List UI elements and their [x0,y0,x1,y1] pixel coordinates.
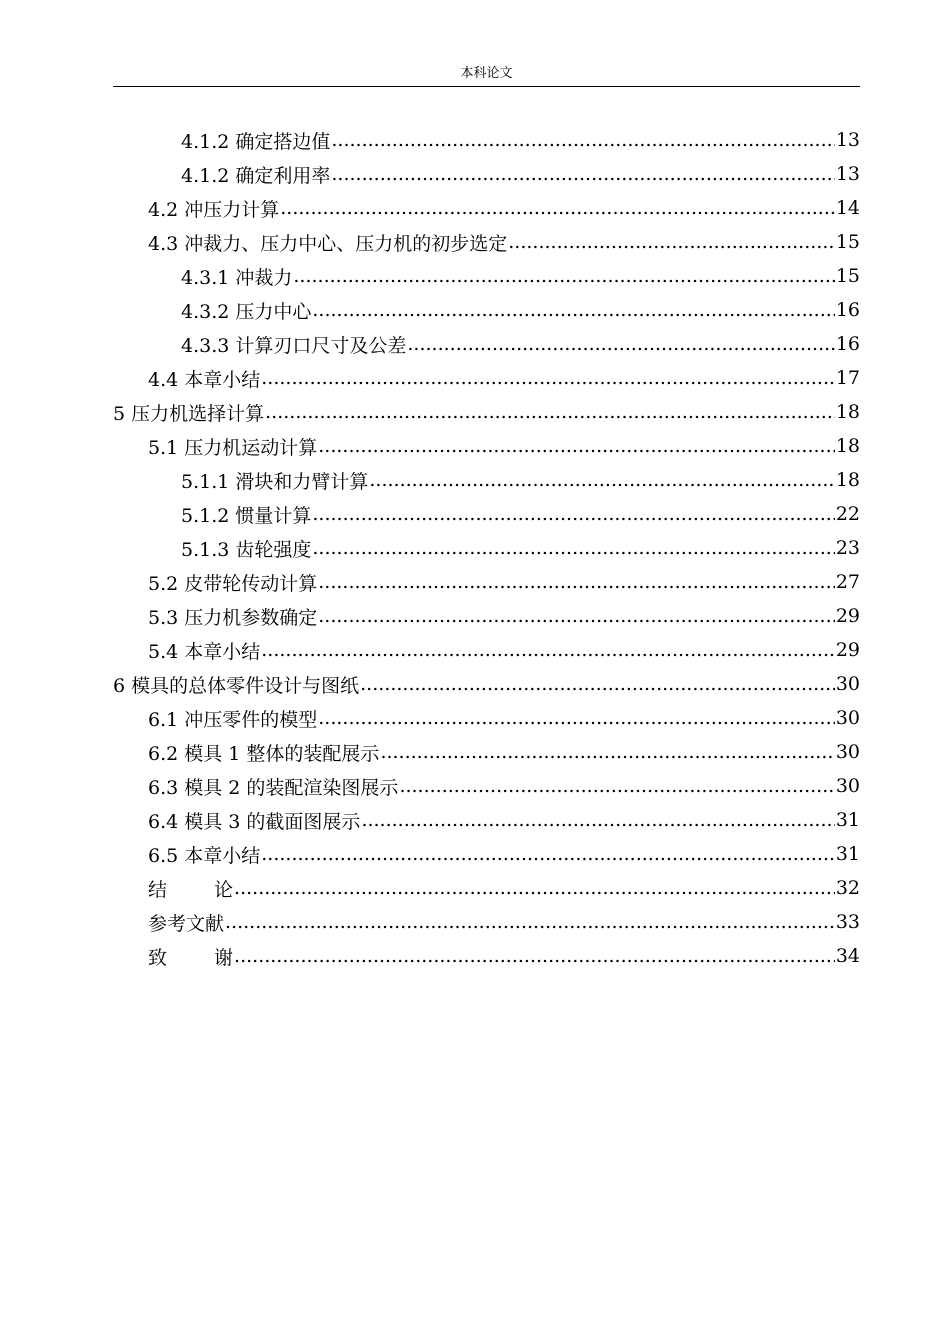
toc-entry-page: 27 [835,571,860,593]
toc-entry-page: 29 [835,605,860,627]
toc-entry[interactable] [113,565,860,599]
table-of-contents [113,123,860,973]
toc-entry-page: 30 [835,775,860,797]
toc-dot-leader [280,191,835,225]
toc-entry-title: 6.5 本章小结 [148,844,261,867]
toc-dot-leader [293,259,834,293]
toc-entry[interactable] [113,769,860,803]
toc-entry-title: 4.1.2 确定搭边值 [181,130,331,153]
toc-entry[interactable] [113,599,860,633]
toc-entry-title: 5.1.1 滑块和力臂计算 [181,470,369,493]
toc-entry-page: 30 [835,741,860,763]
toc-entry[interactable] [113,123,860,157]
toc-dot-leader [265,395,835,429]
toc-dot-leader [407,327,834,361]
toc-entry-page: 34 [835,945,860,967]
toc-dot-leader [318,599,835,633]
toc-entry[interactable] [113,157,860,191]
toc-entry[interactable] [113,803,860,837]
toc-entry-title-part: 谢 [214,946,234,969]
toc-entry[interactable] [113,531,860,565]
toc-dot-leader [508,225,835,259]
toc-entry-title: 6 模具的总体零件设计与图纸 [113,674,360,697]
toc-entry[interactable] [113,633,860,667]
toc-dot-leader [261,361,835,395]
toc-entry-title: 5.3 压力机参数确定 [148,606,318,629]
toc-entry-title [148,943,233,970]
toc-entry[interactable] [113,429,860,463]
toc-entry-title: 6.1 冲压零件的模型 [148,708,318,731]
toc-entry-title: 参考文献 [148,912,225,935]
toc-dot-leader [312,497,834,531]
toc-entry[interactable] [113,259,860,293]
toc-dot-leader [331,157,834,191]
toc-entry-page: 16 [835,333,860,355]
toc-entry-title: 4.3 冲裁力、压力中心、压力机的初步选定 [148,232,508,255]
toc-entry-page: 31 [835,843,860,865]
toc-entry-title: 6.2 模具 1 整体的装配展示 [148,742,380,765]
toc-dot-leader [234,939,835,973]
toc-dot-leader [312,531,834,565]
toc-dot-leader [318,565,835,599]
toc-dot-leader [234,871,835,905]
toc-entry[interactable] [113,293,860,327]
toc-entry-page: 29 [835,639,860,661]
toc-entry-page: 18 [835,435,860,457]
toc-entry-page: 23 [835,537,860,559]
toc-entry-page: 31 [835,809,860,831]
toc-entry[interactable] [113,871,860,905]
toc-entry[interactable] [113,939,860,973]
toc-entry-title: 4.4 本章小结 [148,368,261,391]
toc-entry[interactable] [113,905,860,939]
toc-entry-page: 13 [835,163,860,185]
toc-entry-title: 6.3 模具 2 的装配渲染图展示 [148,776,399,799]
header-title: 本科论文 [460,66,513,81]
toc-dot-leader [261,837,835,871]
toc-entry-page: 33 [835,911,860,933]
toc-entry[interactable] [113,395,860,429]
toc-dot-leader [318,429,835,463]
toc-dot-leader [225,905,835,939]
toc-entry-page: 15 [835,231,860,253]
toc-entry-title: 4.1.2 确定利用率 [181,164,331,187]
toc-entry[interactable] [113,837,860,871]
toc-dot-leader [360,667,835,701]
toc-entry-title: 4.2 冲压力计算 [148,198,280,221]
toc-entry-title: 4.3.1 冲裁力 [181,266,293,289]
toc-entry-title: 5 压力机选择计算 [113,402,265,425]
toc-dot-leader [361,803,834,837]
toc-entry-title-part: 致 [148,946,168,969]
toc-entry[interactable] [113,667,860,701]
toc-dot-leader [380,735,834,769]
toc-entry[interactable] [113,497,860,531]
toc-entry-page: 17 [835,367,860,389]
toc-dot-leader [318,701,835,735]
toc-dot-leader [369,463,834,497]
toc-entry[interactable] [113,327,860,361]
toc-entry-title: 5.1 压力机运动计算 [148,436,318,459]
toc-dot-leader [399,769,834,803]
running-header [113,64,860,87]
toc-dot-leader [261,633,835,667]
toc-entry-title-part: 结 [148,878,168,901]
toc-entry-title: 4.3.2 压力中心 [181,300,312,323]
toc-entry-title: 5.4 本章小结 [148,640,261,663]
toc-entry-title: 5.1.3 齿轮强度 [181,538,312,561]
toc-entry[interactable] [113,701,860,735]
toc-entry-page: 30 [835,707,860,729]
toc-entry-title: 5.1.2 惯量计算 [181,504,312,527]
toc-entry-page: 22 [835,503,860,525]
toc-entry-page: 16 [835,299,860,321]
toc-entry-page: 13 [835,129,860,151]
toc-entry[interactable] [113,191,860,225]
toc-entry[interactable] [113,361,860,395]
toc-dot-leader [331,123,834,157]
toc-dot-leader [312,293,834,327]
toc-entry-title-part: 论 [214,878,234,901]
toc-entry-page: 18 [835,469,860,491]
toc-entry-page: 15 [835,265,860,287]
toc-entry-title [148,875,233,902]
toc-entry-page: 30 [835,673,860,695]
toc-entry[interactable] [113,735,860,769]
toc-entry-page: 18 [835,401,860,423]
toc-entry-title: 5.2 皮带轮传动计算 [148,572,318,595]
toc-entry[interactable] [113,463,860,497]
toc-entry-title: 4.3.3 计算刃口尺寸及公差 [181,334,407,357]
toc-entry[interactable] [113,225,860,259]
toc-entry-page: 14 [835,197,860,219]
toc-entry-title: 6.4 模具 3 的截面图展示 [148,810,361,833]
toc-entry-page: 32 [835,877,860,899]
